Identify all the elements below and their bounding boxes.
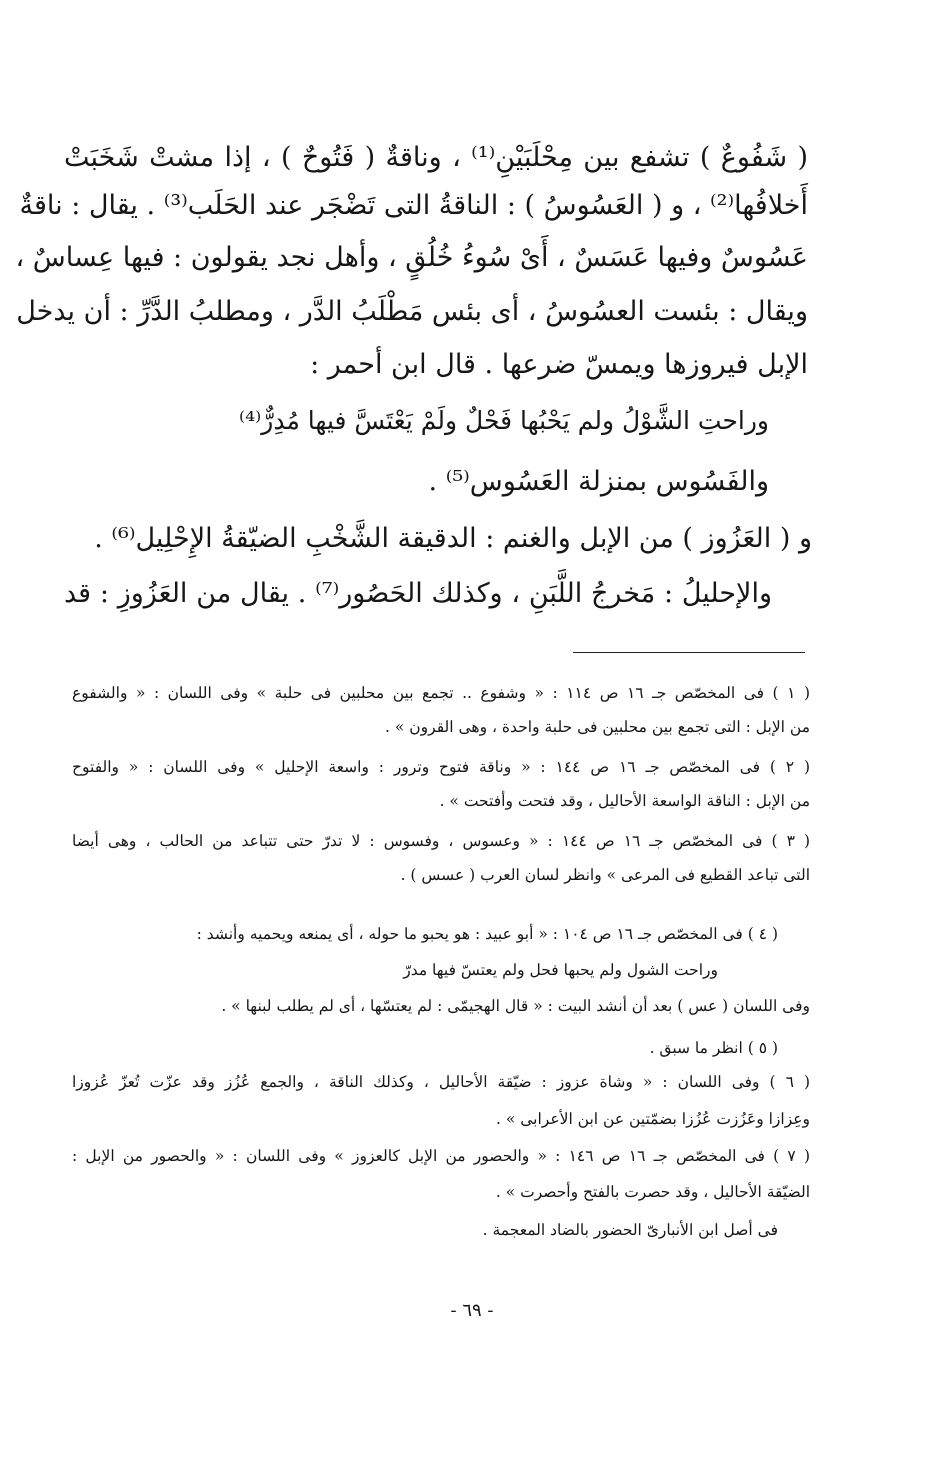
main-text-line-1: ( شَفُوعٌ ) تشفع بين مِحْلَبَيْنِ⁽¹⁾ ، وناقةٌ ( فَتُوحٌ ) ، إذا مشتْ شَخَبَتْ [64,142,808,173]
footnote-2-line-1: ( ٢ ) فى المخصّص جـ ١٦ ص ١٤٤ : « وناقة فتوح وترور : واسعة الإحليل » وفى اللسان : « والفتوح [72,758,811,776]
footnote-4-verse: وراحت الشول ولم يحبها فحل ولم يعتسّ فيها مدرّ [403,961,718,979]
footnote-7-line-1: ( ٧ ) فى المخصّص جـ ١٦ ص ١٤٦ : « والحصور من الإبل كالعزوز » وفى اللسان : « والحصور من الإبل : [72,1147,810,1165]
main-text-line-4: ويقال : بئست العسُوسُ ، أى بئس مَطْلَبُ الدَّر ، ومطلبُ الدَّرِّ : أن يدخل [16,296,808,327]
footnote-3-line-1: ( ٣ ) فى المخصّص جـ ١٦ ص ١٤٤ : « وعسوس ، وفسوس : لا تدرّ حتى تتباعد من الحالب ، وهى أيضا [72,832,810,850]
footnote-7-line-2: الضيّقة الأحاليل ، وقد حصرت بالفتح وأحصرت » . [495,1183,810,1201]
footnote-separator [573,652,805,653]
footnote-2-line-2: من الإبل : الناقة الواسعة الأحاليل ، وقد فتحت وأفتحت » . [439,792,810,810]
footnote-5: ( ٥ ) انظر ما سبق . [649,1039,778,1057]
main-text-line-2: أَخلافُها⁽²⁾ ، و ( العَسُوسُ ) : الناقةُ التى تَضْجَر عند الحَلَب⁽³⁾ . يقال : ناقةٌ [19,190,808,221]
verse-line: وراحتِ الشَّوْلُ ولم يَحْبُها فَحْلٌ ولَمْ يَعْتَسَّ فيها مُدِرٌّ⁽⁴⁾ [238,406,769,435]
main-text-line-9: والإحليلُ : مَخرجُ اللَّبَنِ ، وكذلك الحَصُور⁽⁷⁾ . يقال من العَزُوزِ : قد [64,578,772,609]
main-text-line-8: و ( العَزُوز ) من الإبل والغنم : الدقيقة الشَّخْبِ الضيّقةُ الإِحْلِيل⁽⁶⁾ . [94,523,812,554]
footnote-4-line-3: وفى اللسان ( عس ) بعد أن أنشد البيت : « قال الهجيمّى : لم يعتسّها ، أى لم يطلب لبنها » . [221,997,810,1015]
footnote-7-line-3: فى أصل ابن الأنبارىّ الحضور بالضاد المعجمة . [482,1221,778,1239]
page-number: - ٦٩ - [450,1300,494,1321]
footnote-3-line-2: التى تباعد القطيع فى المرعى » وانظر لسان العرب ( عسس ) . [400,866,810,884]
footnote-4-line-1: ( ٤ ) فى المخصّص جـ ١٦ ص ١٠٤ : « أبو عبيد : هو يحبو ما حوله ، أى يمنعه ويحميه وأنشد : [196,925,778,943]
footnote-6-line-1: ( ٦ ) وفى اللسان : « وشاة عزوز : ضيّقة الأحاليل ، وكذلك الناقة ، والجمع عُزُز وقد عزّت تُعزّ عُزوزا [72,1073,810,1091]
main-text-line-3: عَسُوسٌ وفيها عَسَسٌ ، أَىْ سُوءُ خُلُقٍ ، وأهل نجد يقولون : فيها عِساسٌ ، [15,242,808,273]
footnote-1-line-1: ( ١ ) فى المخصّص جـ ١٦ ص ١١٤ : « وشفوع .. تجمع بين محلبين فى حلبة » وفى اللسان : « والشفوع [72,684,810,702]
main-text-line-7: والفَسُوس بمنزلة العَسُوس⁽⁵⁾ . [428,466,769,497]
main-text-line-5: الإبل فيروزها ويمسّ ضرعها . قال ابن أحمر : [310,349,808,380]
footnote-1-line-2: من الإبل : التى تجمع بين محلبين فى حلبة واحدة ، وهى القرون » . [385,718,810,736]
footnote-6-line-2: وعِزازا وعَزُزت عُزُزا بضمّتين عن ابن الأعرابى » . [496,1110,810,1128]
